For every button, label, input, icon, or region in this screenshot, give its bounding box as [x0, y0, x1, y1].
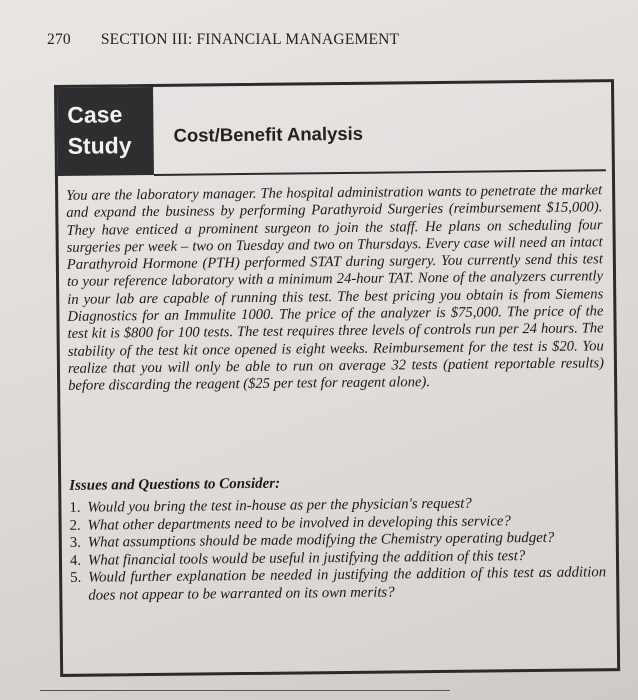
case-title: Cost/Benefit Analysis	[173, 122, 364, 146]
title-divider	[154, 169, 606, 176]
case-body-text: You are the laboratory manager. The hospital administration wants to penetrate the market and expand the business by performing Parathyroid Surgeries (reimbursement $15,000). They have enticed a prominent surgeon to join the staff. He plans on scheduling four surgeries per week – two on Tuesday and two on Thursdays. Every case will need an intact Parathyroid Hormone (PTH) performed STAT during surgery. You currently send this test to your reference laboratory with a minimum 24-hour TAT. None of the analyzers currently in your lab are capable of running this test. The best pricing you obtain is from Siemens Diagnostics for an Immulite 1000. The price of the analyzer is $75,000. The price of the test kit is $800 for 100 tests. The test requires three levels of controls run per 24 hours. The stability of the test kit once opened is eight weeks. Reimbursement for the test is $20. You realize that you will only be able to run on average 32 tests (patient reportable results) before discarding the reagent ($25 per test for reagent alone).	[66, 182, 605, 395]
section-title: SECTION III: FINANCIAL MANAGEMENT	[100, 31, 400, 48]
issues-heading: Issues and Questions to Consider:	[69, 475, 281, 494]
question-number: 4.	[69, 552, 82, 569]
questions-list	[69, 494, 606, 605]
question-number: 5.	[70, 569, 82, 586]
question-number: 3.	[69, 534, 81, 551]
badge-line-case: Case	[67, 101, 123, 128]
question-number: 1.	[69, 499, 81, 516]
case-study-box	[54, 79, 620, 677]
question-text: What financial tools would be useful in justifying the addition of this test?	[87, 547, 526, 569]
page-header	[47, 31, 607, 49]
question-text: Would you bring the test in-house as per the physician's request?	[87, 495, 472, 516]
badge-line-study: Study	[67, 132, 132, 159]
question-text: What other departments need to be involved in developing this service?	[87, 512, 511, 534]
question-number: 2.	[69, 517, 81, 534]
case-study-badge	[57, 87, 154, 176]
question-text: Would further explanation be needed in justifying the addition of this test as addition does not appear to be warranted on its own merits?	[88, 564, 607, 604]
page-bottom-rule	[40, 690, 450, 691]
page-number: 270	[47, 31, 71, 48]
list-item	[70, 564, 606, 605]
question-text: What assumptions should be made modifying the Chemistry operating budget?	[87, 529, 555, 551]
